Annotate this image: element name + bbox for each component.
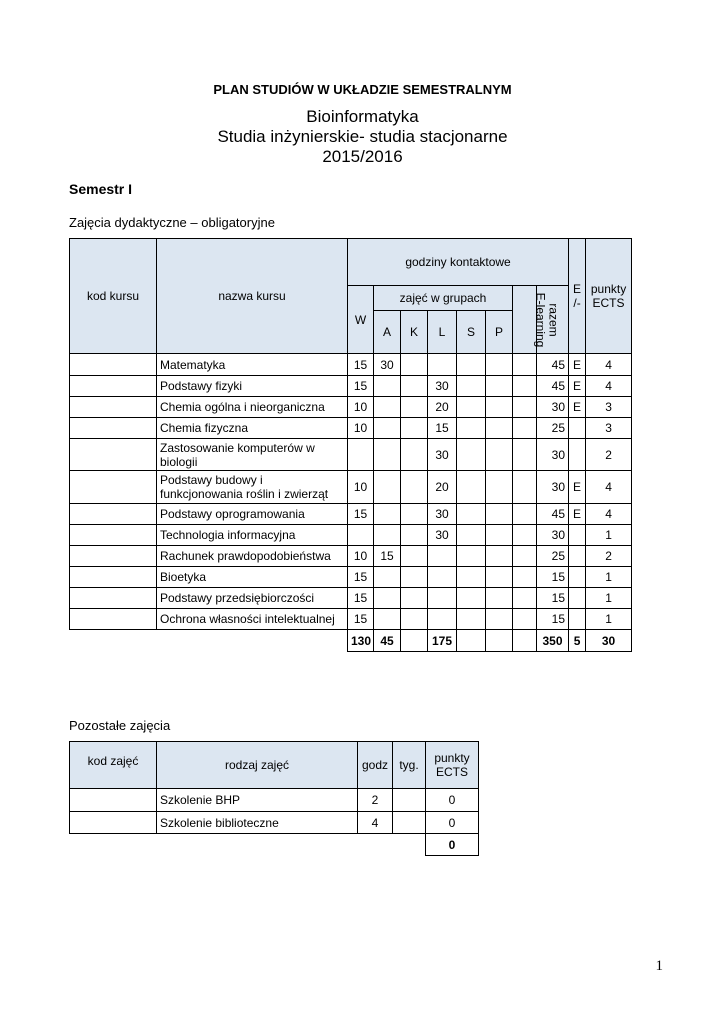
course-exam	[569, 418, 586, 439]
course-w: 15	[348, 354, 374, 376]
course-a	[374, 567, 401, 588]
course-s	[457, 439, 486, 471]
course-razem: 30	[537, 439, 569, 471]
course-razem: 30	[537, 397, 569, 418]
header-course-code: kod kursu	[70, 239, 157, 354]
course-s	[457, 397, 486, 418]
course-w: 15	[348, 504, 374, 525]
course-row	[70, 567, 632, 588]
total-razem: 350	[537, 630, 569, 652]
course-razem: 25	[537, 546, 569, 567]
course-a	[374, 418, 401, 439]
course-exam: E	[569, 504, 586, 525]
activity-ects: 0	[426, 789, 479, 812]
header-contact-hours: godziny kontaktowe	[348, 239, 569, 286]
activity-code	[70, 789, 157, 812]
course-l	[428, 546, 457, 567]
course-p	[486, 546, 513, 567]
course-razem: 15	[537, 609, 569, 630]
course-elearning	[513, 588, 537, 609]
total-s	[457, 630, 486, 652]
course-row	[70, 397, 632, 418]
course-row	[70, 609, 632, 630]
header-k: K	[401, 311, 428, 354]
course-a	[374, 525, 401, 546]
course-row	[70, 439, 632, 471]
course-name: Chemia fizyczna	[157, 418, 348, 439]
course-ects: 1	[586, 609, 632, 630]
course-elearning	[513, 546, 537, 567]
course-code	[70, 588, 157, 609]
course-k	[401, 504, 428, 525]
totals-row	[70, 630, 632, 652]
course-ects: 1	[586, 588, 632, 609]
course-a: 30	[374, 354, 401, 376]
course-k	[401, 471, 428, 504]
course-k	[401, 439, 428, 471]
course-exam	[569, 567, 586, 588]
course-name: Rachunek prawdopodobieństwa	[157, 546, 348, 567]
course-exam: E	[569, 376, 586, 397]
course-exam: E	[569, 471, 586, 504]
activity-row	[70, 812, 479, 834]
total-a: 45	[374, 630, 401, 652]
header-exam: E /-	[569, 239, 586, 354]
total-k	[401, 630, 428, 652]
course-l: 30	[428, 525, 457, 546]
course-s	[457, 504, 486, 525]
course-k	[401, 376, 428, 397]
header-course-name: nazwa kursu	[157, 239, 348, 354]
activity-total-ects: 0	[426, 834, 479, 856]
course-elearning	[513, 504, 537, 525]
course-p	[486, 525, 513, 546]
course-a	[374, 471, 401, 504]
course-l: 20	[428, 471, 457, 504]
course-elearning	[513, 567, 537, 588]
program-name: Bioinformatyka	[306, 107, 419, 126]
course-s	[457, 588, 486, 609]
activity-hours: 2	[358, 789, 393, 812]
activity-hours: 4	[358, 812, 393, 834]
course-a	[374, 504, 401, 525]
course-name: Bioetyka	[157, 567, 348, 588]
header-lecture: W	[348, 286, 374, 354]
course-w: 15	[348, 588, 374, 609]
course-razem: 15	[537, 588, 569, 609]
course-k	[401, 609, 428, 630]
course-elearning	[513, 609, 537, 630]
course-a	[374, 609, 401, 630]
course-code	[70, 567, 157, 588]
course-ects: 2	[586, 546, 632, 567]
course-ects: 4	[586, 504, 632, 525]
course-exam	[569, 546, 586, 567]
course-a	[374, 376, 401, 397]
course-a: 15	[374, 546, 401, 567]
course-ects: 1	[586, 525, 632, 546]
course-razem: 45	[537, 354, 569, 376]
course-a	[374, 397, 401, 418]
header-total: razem	[546, 302, 561, 337]
course-name: Podstawy fizyki	[157, 376, 348, 397]
course-ects: 4	[586, 354, 632, 376]
course-exam: E	[569, 397, 586, 418]
header-activity-type: rodzaj zajęć	[157, 742, 358, 789]
course-w: 15	[348, 376, 374, 397]
course-elearning	[513, 354, 537, 376]
course-l	[428, 354, 457, 376]
course-p	[486, 354, 513, 376]
course-name: Matematyka	[157, 354, 348, 376]
course-w: 10	[348, 546, 374, 567]
section-obligatory-heading: Zajęcia dydaktyczne – obligatoryjne	[69, 215, 275, 230]
course-code	[70, 525, 157, 546]
course-l: 15	[428, 418, 457, 439]
header-activity-ects: punkty ECTS	[426, 742, 479, 789]
course-k	[401, 546, 428, 567]
course-razem: 15	[537, 567, 569, 588]
course-p	[486, 504, 513, 525]
header-p: P	[486, 311, 513, 354]
course-code	[70, 609, 157, 630]
activity-total-row	[70, 834, 479, 856]
course-elearning	[513, 439, 537, 471]
header-weeks: tyg.	[393, 742, 426, 789]
course-exam	[569, 439, 586, 471]
total-elearning	[513, 630, 537, 652]
course-row	[70, 504, 632, 525]
page-number: 1	[655, 958, 663, 974]
course-w: 10	[348, 397, 374, 418]
activity-ects: 0	[426, 812, 479, 834]
course-l	[428, 609, 457, 630]
course-razem: 45	[537, 376, 569, 397]
total-w: 130	[348, 630, 374, 652]
course-p	[486, 397, 513, 418]
course-l: 30	[428, 504, 457, 525]
course-name: Technologia informacyjna	[157, 525, 348, 546]
course-w: 10	[348, 471, 374, 504]
course-k	[401, 525, 428, 546]
course-w	[348, 525, 374, 546]
header-group-classes: zajęć w grupach	[374, 286, 513, 311]
activity-row	[70, 789, 479, 812]
course-razem: 45	[537, 504, 569, 525]
header-elearning: E-learning	[533, 292, 548, 347]
study-type: Studia inżynierskie- studia stacjonarne	[217, 127, 508, 146]
course-l	[428, 567, 457, 588]
course-s	[457, 525, 486, 546]
course-name: Ochrona własności intelektualnej	[157, 609, 348, 630]
course-razem: 30	[537, 525, 569, 546]
course-name: Chemia ogólna i nieorganiczna	[157, 397, 348, 418]
course-ects: 1	[586, 567, 632, 588]
course-p	[486, 567, 513, 588]
course-w: 10	[348, 418, 374, 439]
course-l: 30	[428, 376, 457, 397]
header-a: A	[374, 311, 401, 354]
activity-type: Szkolenie biblioteczne	[157, 812, 358, 834]
course-row	[70, 588, 632, 609]
course-exam	[569, 525, 586, 546]
course-code	[70, 546, 157, 567]
course-code	[70, 397, 157, 418]
course-elearning	[513, 525, 537, 546]
course-row	[70, 471, 632, 504]
total-ects: 30	[586, 630, 632, 652]
course-ects: 4	[586, 376, 632, 397]
courses-table	[69, 238, 632, 652]
course-k	[401, 567, 428, 588]
total-p	[486, 630, 513, 652]
course-row	[70, 525, 632, 546]
other-activities-table	[69, 741, 479, 856]
course-exam: E	[569, 354, 586, 376]
course-name: Podstawy budowy i funkcjonowania roślin i zwierząt	[157, 471, 348, 504]
header-activity-code: kod zajęć	[70, 742, 157, 789]
course-s	[457, 354, 486, 376]
section-other-heading: Pozostałe zajęcia	[69, 718, 171, 733]
course-w: 15	[348, 567, 374, 588]
activity-type: Szkolenie BHP	[157, 789, 358, 812]
activity-code	[70, 812, 157, 834]
academic-year: 2015/2016	[322, 147, 403, 166]
course-elearning	[513, 376, 537, 397]
header-l: L	[428, 311, 457, 354]
header-hours: godz	[358, 742, 393, 789]
course-k	[401, 588, 428, 609]
document-title: PLAN STUDIÓW W UKŁADZIE SEMESTRALNYM	[213, 82, 512, 97]
course-ects: 2	[586, 439, 632, 471]
course-elearning	[513, 397, 537, 418]
course-p	[486, 439, 513, 471]
course-s	[457, 418, 486, 439]
course-p	[486, 471, 513, 504]
course-code	[70, 354, 157, 376]
header-ects: punkty ECTS	[586, 239, 632, 354]
activity-weeks	[393, 789, 426, 812]
course-ects: 3	[586, 418, 632, 439]
course-p	[486, 609, 513, 630]
course-k	[401, 354, 428, 376]
course-p	[486, 588, 513, 609]
course-ects: 4	[586, 471, 632, 504]
course-code	[70, 376, 157, 397]
course-row	[70, 354, 632, 376]
course-s	[457, 376, 486, 397]
course-s	[457, 471, 486, 504]
total-exams: 5	[569, 630, 586, 652]
course-name: Podstawy oprogramowania	[157, 504, 348, 525]
header-s: S	[457, 311, 486, 354]
course-code	[70, 439, 157, 471]
course-razem: 25	[537, 418, 569, 439]
course-l: 30	[428, 439, 457, 471]
course-k	[401, 418, 428, 439]
course-exam	[569, 609, 586, 630]
course-w	[348, 439, 374, 471]
course-elearning	[513, 418, 537, 439]
course-name: Zastosowanie komputerów w biologii	[157, 439, 348, 471]
course-exam	[569, 588, 586, 609]
semester-heading: Semestr I	[69, 181, 133, 197]
course-s	[457, 567, 486, 588]
activity-weeks	[393, 812, 426, 834]
course-razem: 30	[537, 471, 569, 504]
course-s	[457, 609, 486, 630]
course-k	[401, 397, 428, 418]
course-a	[374, 439, 401, 471]
course-code	[70, 418, 157, 439]
course-row	[70, 418, 632, 439]
course-a	[374, 588, 401, 609]
course-row	[70, 376, 632, 397]
course-ects: 3	[586, 397, 632, 418]
course-l	[428, 588, 457, 609]
total-l: 175	[428, 630, 457, 652]
course-w: 15	[348, 609, 374, 630]
course-p	[486, 376, 513, 397]
course-name: Podstawy przedsiębiorczości	[157, 588, 348, 609]
course-elearning	[513, 471, 537, 504]
course-s	[457, 546, 486, 567]
course-l: 20	[428, 397, 457, 418]
course-p	[486, 418, 513, 439]
course-row	[70, 546, 632, 567]
course-code	[70, 471, 157, 504]
course-code	[70, 504, 157, 525]
